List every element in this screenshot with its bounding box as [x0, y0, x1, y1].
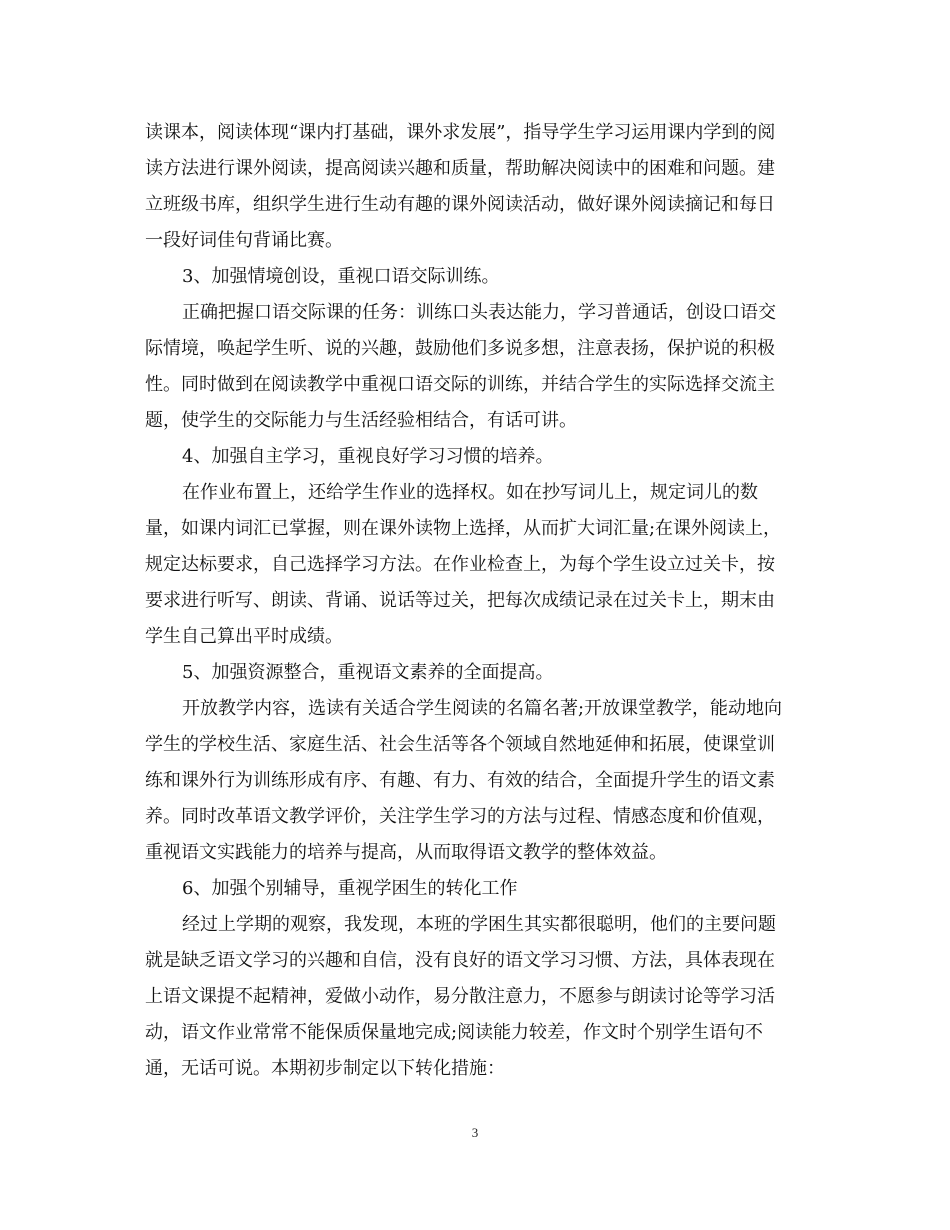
text-line: 正确把握口语交际课的任务：训练口头表达能力，学习普通话，创设口语交: [182, 302, 776, 323]
text-line: 经过上学期的观察，我发现，本班的学困生其实都很聪明，他们的主要问题: [182, 914, 776, 935]
section-heading: 6、加强个别辅导，重视学困生的转化工作: [182, 878, 518, 899]
text-line: 重视语文实践能力的培养与提高，从而取得语文教学的整体效益。: [145, 842, 667, 863]
text-line: 开放教学内容，选读有关适合学生阅读的名篇名著;开放课堂教学，能动地向: [182, 698, 783, 719]
text-line: 要求进行听写、朗读、背诵、说话等过关，把每次成绩记录在过关卡上，期末由: [145, 590, 775, 611]
section-heading: 4、加强自主学习，重视良好学习习惯的培养。: [182, 446, 554, 467]
text-line: 养。同时改革语文教学评价，关注学生学习的方法与过程、情感态度和价值观，: [145, 806, 775, 827]
text-line: 一段好词佳句背诵比赛。: [145, 230, 343, 251]
text-line: 性。同时做到在阅读教学中重视口语交际的训练，并结合学生的实际选择交流主: [145, 374, 775, 395]
text-line: 题，使学生的交际能力与生活经验相结合，有话可讲。: [145, 410, 577, 431]
text-line: 学生自己算出平时成绩。: [145, 626, 343, 647]
text-line: 学生的学校生活、家庭生活、社会生活等各个领域自然地延伸和拓展，使课堂训: [145, 734, 775, 755]
text-line: 就是缺乏语文学习的兴趣和自信，没有良好的语文学习习惯、方法，具体表现在: [145, 950, 775, 971]
text-line: 在作业布置上，还给学生作业的选择权。如在抄写词儿上，规定词儿的数: [182, 482, 758, 503]
text-line: 通，无话可说。本期初步制定以下转化措施：: [145, 1058, 505, 1079]
text-line: 读课本，阅读体现“课内打基础，课外求发展”，指导学生学习运用课内学到的阅: [145, 122, 776, 143]
text-line: 动，语文作业常常不能保质保量地完成;阅读能力较差，作文时个别学生语句不: [145, 1022, 764, 1043]
page-number: 3: [471, 1125, 479, 1140]
text-line: 练和课外行为训练形成有序、有趣、有力、有效的结合，全面提升学生的语文素: [145, 770, 775, 791]
text-line: 读方法进行课外阅读，提高阅读兴趣和质量，帮助解决阅读中的困难和问题。建: [145, 158, 775, 179]
section-heading: 3、加强情境创设，重视口语交际训练。: [182, 266, 500, 287]
section-heading: 5、加强资源整合，重视语文素养的全面提高。: [182, 662, 554, 683]
text-line: 际情境，唤起学生听、说的兴趣，鼓励他们多说多想，注意表扬，保护说的积极: [145, 338, 775, 359]
text-line: 量，如课内词汇已掌握，则在课外读物上选择，从而扩大词汇量;在课外阅读上，: [145, 518, 782, 539]
text-line: 立班级书库，组织学生进行生动有趣的课外阅读活动，做好课外阅读摘记和每日: [145, 194, 775, 215]
text-line: 规定达标要求，自己选择学习方法。在作业检查上，为每个学生设立过关卡，按: [145, 554, 775, 575]
text-line: 上语文课提不起精神，爱做小动作，易分散注意力，不愿参与朗读讨论等学习活: [145, 986, 775, 1007]
